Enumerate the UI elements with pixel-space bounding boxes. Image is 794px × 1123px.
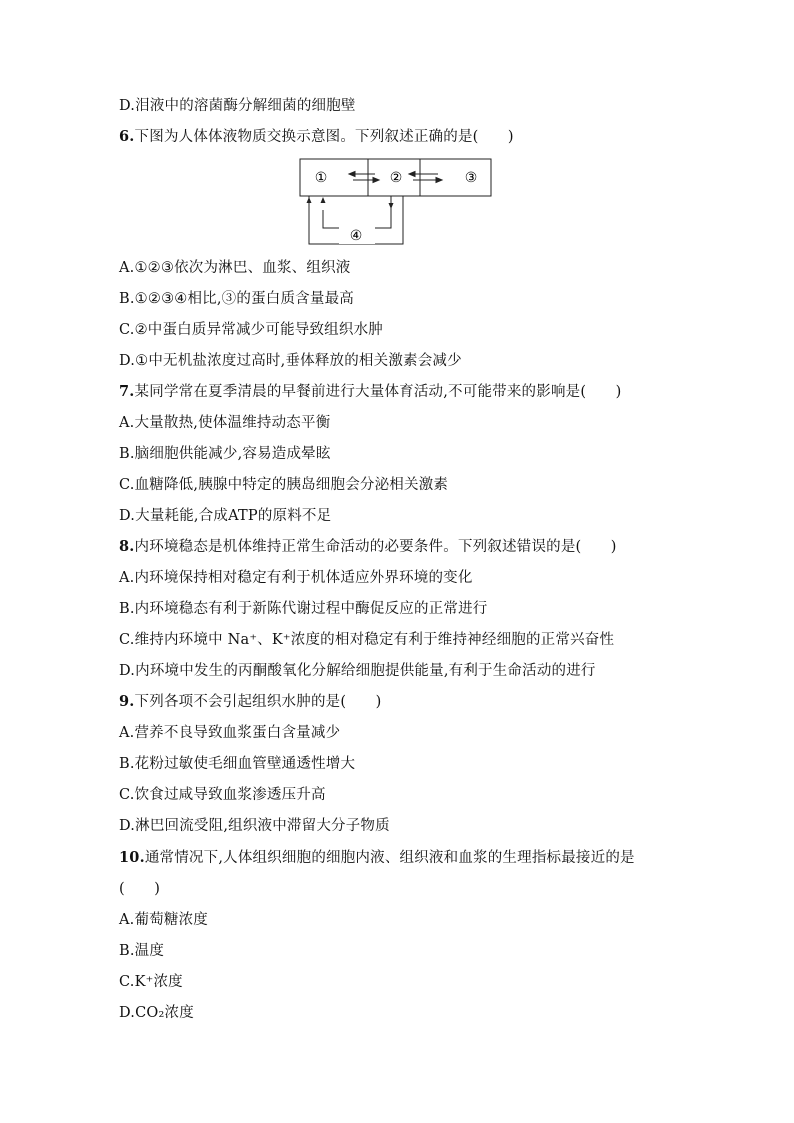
option-7d: D.大量耗能,合成ATP的原料不足 xyxy=(119,508,332,524)
option-10d: D.CO₂浓度 xyxy=(119,1005,194,1021)
option-5d: D.泪液中的溶菌酶分解细菌的细胞壁 xyxy=(119,98,356,114)
question-stem: 下图为人体体液物质交换示意图。下列叙述正确的是( ) xyxy=(134,129,514,145)
question-8 xyxy=(119,537,617,557)
arrow-pair-1-2 xyxy=(349,172,379,183)
option-9b: B.花粉过敏使毛细血管壁通透性增大 xyxy=(119,756,356,772)
question-stem: 通常情况下,人体组织细胞的细胞内液、组织液和血浆的生理指标最接近的是 xyxy=(144,850,635,866)
arrow-pair-2-3 xyxy=(409,172,442,183)
question-number: 9. xyxy=(119,693,135,710)
option-10c: C.K⁺浓度 xyxy=(119,974,183,990)
question-10 xyxy=(119,848,635,868)
option-7c: C.血糖降低,胰腺中特定的胰岛细胞会分泌相关激素 xyxy=(119,477,449,493)
option-8a: A.内环境保持相对稳定有利于机体适应外界环境的变化 xyxy=(119,570,473,586)
option-9c: C.饮食过咸导致血浆渗透压升高 xyxy=(119,787,326,803)
cell-label-4: ④ xyxy=(349,228,363,244)
option-6a: A.①②③依次为淋巴、血浆、组织液 xyxy=(119,260,351,276)
question-stem: 内环境稳态是机体维持正常生命活动的必要条件。下列叙述错误的是( ) xyxy=(134,539,617,555)
body-fluid-exchange-diagram xyxy=(299,158,499,248)
question-7 xyxy=(119,382,621,402)
cell-label-3: ③ xyxy=(464,170,478,186)
question-stem: 某同学常在夏季清晨的早餐前进行大量体育活动,不可能带来的影响是( ) xyxy=(134,384,622,400)
question-10-paren: ( ) xyxy=(119,881,161,897)
cell-label-2: ② xyxy=(389,170,403,186)
arrow-to-1-a xyxy=(321,197,326,203)
arrow-to-1-b xyxy=(307,197,312,203)
question-number: 10. xyxy=(119,849,145,866)
question-number: 6. xyxy=(119,128,135,145)
option-6b: B.①②③④相比,③的蛋白质含量最高 xyxy=(119,291,354,307)
option-10a: A.葡萄糖浓度 xyxy=(119,912,208,928)
question-9 xyxy=(119,692,381,712)
option-9d: D.淋巴回流受阻,组织液中滞留大分子物质 xyxy=(119,818,390,834)
question-stem: 下列各项不会引起组织水肿的是( ) xyxy=(134,694,382,710)
option-7b: B.脑细胞供能减少,容易造成晕眩 xyxy=(119,446,331,462)
option-6d: D.①中无机盐浓度过高时,垂体释放的相关激素会减少 xyxy=(119,353,462,369)
option-8c: C.维持内环境中 Na⁺、K⁺浓度的相对稳定有利于维持神经细胞的正常兴奋性 xyxy=(119,632,615,648)
question-6 xyxy=(119,127,514,147)
arrow-into-loop xyxy=(389,203,394,209)
option-8d: D.内环境中发生的丙酮酸氧化分解给细胞提供能量,有利于生命活动的进行 xyxy=(119,663,596,679)
option-8b: B.内环境稳态有利于新陈代谢过程中酶促反应的正常进行 xyxy=(119,601,488,617)
option-10b: B.温度 xyxy=(119,943,165,959)
option-7a: A.大量散热,使体温维持动态平衡 xyxy=(119,415,331,431)
option-9a: A.营养不良导致血浆蛋白含量减少 xyxy=(119,725,341,741)
question-number: 8. xyxy=(119,538,135,555)
cell-label-1: ① xyxy=(314,170,328,186)
option-6c: C.②中蛋白质异常减少可能导致组织水肿 xyxy=(119,322,383,338)
question-number: 7. xyxy=(119,383,135,400)
